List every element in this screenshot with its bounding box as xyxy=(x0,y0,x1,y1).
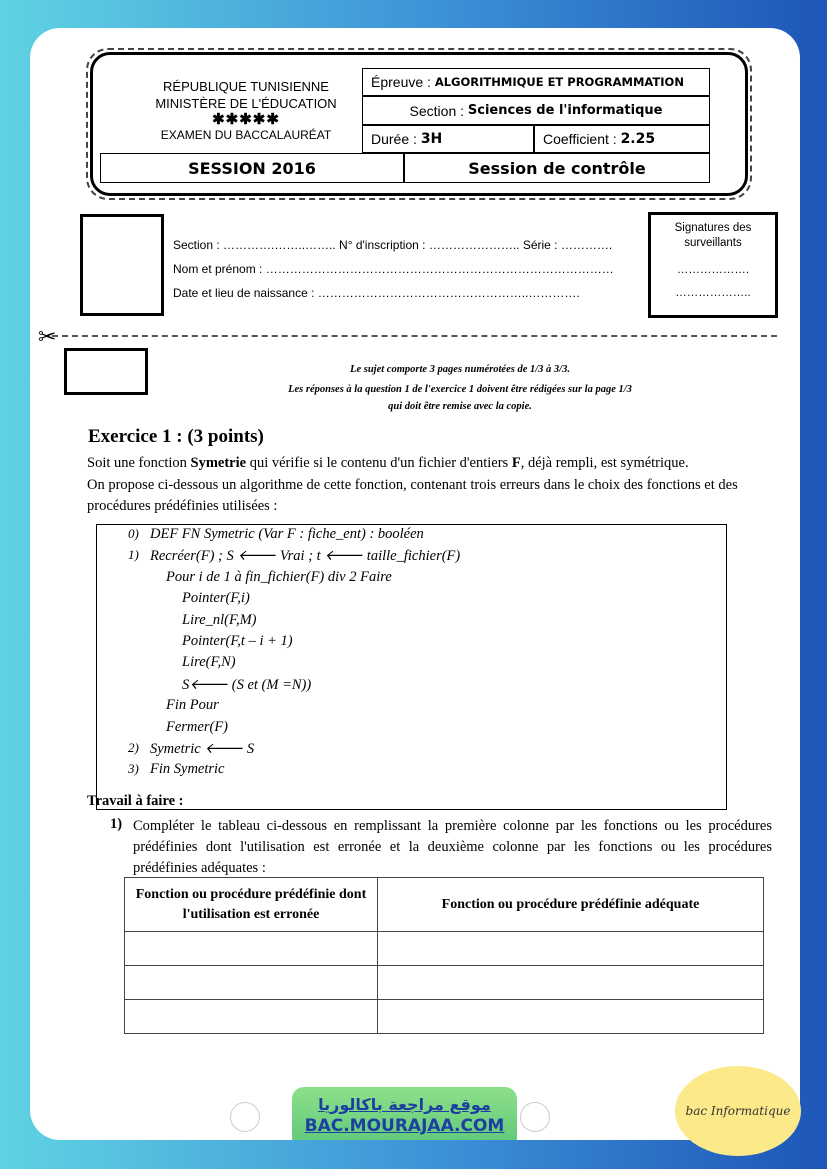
signature-box xyxy=(648,212,778,318)
algorithm-line-number: 0) xyxy=(128,526,139,541)
exam-name: EXAMEN DU BACCALAURÉAT xyxy=(160,128,332,142)
duree-label: Durée : xyxy=(371,131,417,147)
signature-dots-1: ………………. xyxy=(676,264,750,276)
algorithm-line: Pour i de 1 à fin_fichier(F) div 2 Faire xyxy=(166,568,392,585)
algorithm-line: Pointer(F,i) xyxy=(182,590,250,607)
coef-label: Coefficient : xyxy=(543,131,617,147)
answer-cell[interactable] xyxy=(125,1000,378,1034)
answer-cell[interactable] xyxy=(125,966,378,1000)
algorithm-line: Recréer(F) ; S 🡐 Vrai ; t 🡐 taille_fichier(F) xyxy=(150,548,461,565)
algorithm-line: S🡐 (S et (M =N)) xyxy=(182,676,312,693)
header-institution xyxy=(100,68,392,154)
algorithm-line: Lire_nl(F,M) xyxy=(182,611,257,628)
algorithm-line: Fin Pour xyxy=(166,697,219,714)
signature-dots-2: ……………….. xyxy=(675,287,751,299)
algorithm-line: Lire(F,N) xyxy=(182,654,236,671)
coef-cell xyxy=(534,125,710,153)
section-cell xyxy=(362,96,710,125)
question-1: Compléter le tableau ci-dessous en remplissant la première colonne par les fonctions ou les procédures prédéfinies dont l'utilisation est erronée et la deuxième colonne par les fonctions ou les procédures prédéfinies adéquates : xyxy=(133,818,772,876)
col-header-adequate: Fonction ou procédure prédéfinie adéquate xyxy=(378,878,764,932)
table-row xyxy=(125,1000,764,1034)
table-header-row xyxy=(125,878,764,932)
scissors-icon: ✂ xyxy=(38,324,57,349)
footer-site-link[interactable]: BAC.MOURAJAA.COM xyxy=(304,1116,505,1136)
duree-value: 3H xyxy=(420,131,443,147)
function-name: Symetrie xyxy=(190,455,247,471)
candidate-line-birth: Date et lieu de naissance : ……………………………………………..…………. xyxy=(173,286,580,300)
algorithm-line: Fin Symetric xyxy=(150,761,225,778)
answer-cell[interactable] xyxy=(378,1000,764,1034)
cut-line xyxy=(52,335,777,337)
note-line-1: Le sujet comporte 3 pages numérotées de 1/3 à 3/3. xyxy=(350,364,570,375)
ministry-name: MINISTÈRE DE L'ÉDUCATION xyxy=(155,96,337,111)
section-value: Sciences de l'informatique xyxy=(467,103,663,118)
intro-part-3: , déjà rempli, est symétrique. xyxy=(520,455,689,471)
algorithm-line: Pointer(F,t – i + 1) xyxy=(182,633,293,649)
footer-arabic-text: موقع مراجعة باكالوريا xyxy=(318,1095,491,1114)
footer-banner[interactable] xyxy=(292,1087,517,1140)
answer-cell[interactable] xyxy=(378,966,764,1000)
table-row xyxy=(125,932,764,966)
algorithm-line-number: 1) xyxy=(128,547,139,563)
note-line-3: qui doit être remise avec la copie. xyxy=(388,401,532,412)
session-type: Session de contrôle xyxy=(468,158,646,178)
epreuve-label: Épreuve : xyxy=(371,74,431,90)
candidate-line-name: Nom et prénom : …………………………………………………………………………… xyxy=(173,262,614,276)
intro-part-2: qui vérifie si le contenu d'un fichier d'entiers xyxy=(246,455,512,471)
bac-informatique-badge xyxy=(675,1066,801,1156)
exercise-description: On propose ci-dessous un algorithme de cette fonction, contenant trois erreurs dans le choix des fonctions et des procédures prédéfinies utilisées : xyxy=(87,477,738,514)
answer-cell[interactable] xyxy=(125,932,378,966)
stars-decoration: ✱✱✱✱✱ xyxy=(212,111,280,128)
col-header-erroneous: Fonction ou procédure prédéfinie dont l'utilisation est erronée xyxy=(125,878,378,932)
exam-page xyxy=(30,28,800,1140)
algorithm-line: DEF FN Symetric (Var F : fiche_ent) : booléen xyxy=(150,526,424,542)
section-label: Section : xyxy=(409,102,465,119)
session-year: SESSION 2016 xyxy=(188,158,316,178)
algorithm-line-number: 3) xyxy=(128,761,139,777)
site-logo-left xyxy=(230,1102,260,1132)
session-type-cell xyxy=(404,153,710,183)
grade-box xyxy=(64,348,148,395)
badge-text: bac Informatique xyxy=(685,1104,791,1118)
intro-part-1: Soit une fonction xyxy=(87,455,191,471)
site-logo-right xyxy=(520,1102,550,1132)
signature-title: Signatures des surveillants xyxy=(674,222,752,249)
travail-title: Travail à faire : xyxy=(87,793,184,809)
country-name: RÉPUBLIQUE TUNISIENNE xyxy=(163,79,329,94)
file-name: F xyxy=(511,455,521,471)
duree-cell xyxy=(362,125,534,153)
exercise-title: Exercice 1 : (3 points) xyxy=(88,426,264,447)
note-line-2: Les réponses à la question 1 de l'exercice 1 doivent être rédigées sur la page 1/3 xyxy=(288,384,632,395)
algorithm-line-number: 2) xyxy=(128,740,139,755)
epreuve-value: ALGORITHMIQUE ET PROGRAMMATION xyxy=(434,75,684,89)
epreuve-cell xyxy=(362,68,710,96)
session-cell xyxy=(100,153,404,183)
answer-table xyxy=(124,877,764,1034)
candidate-line-section: Section : ………….……..…….. N° d'inscription : ………………….. Série : …………. xyxy=(173,238,613,252)
table-row xyxy=(125,966,764,1000)
exercise-intro xyxy=(87,453,772,474)
question-number: 1) xyxy=(110,816,123,832)
algorithm-line: Fermer(F) xyxy=(166,718,229,735)
photo-box xyxy=(80,214,164,316)
coef-value: 2.25 xyxy=(620,131,656,147)
answer-cell[interactable] xyxy=(378,932,764,966)
algorithm-line: Symetric 🡐 S xyxy=(150,741,255,757)
